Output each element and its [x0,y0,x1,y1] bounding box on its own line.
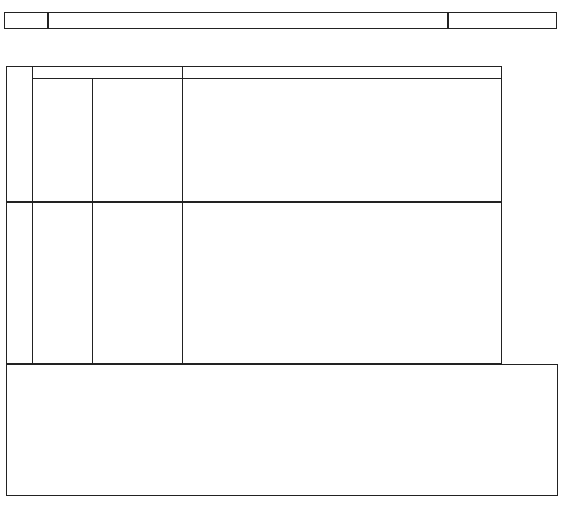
org-box [4,12,48,29]
ref-box [448,12,557,29]
title-box [48,12,448,29]
bilan-box [6,364,558,496]
evaluation-table [6,66,502,364]
